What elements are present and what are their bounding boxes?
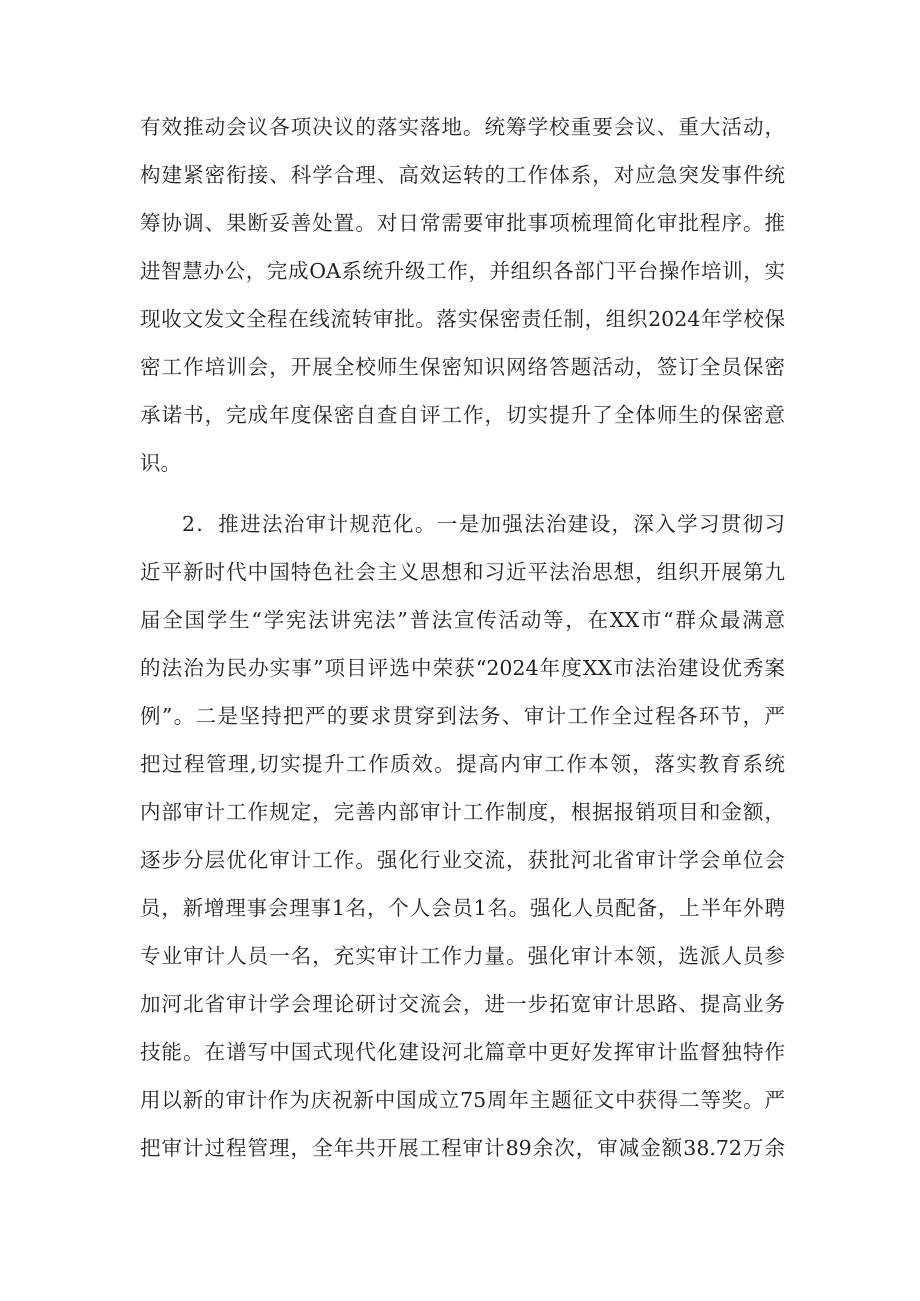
text-line: 加河北省审计学会理论研讨交流会，进一步拓宽审计思路、提高业务 — [140, 992, 785, 1016]
text-line: 构建紧密衔接、科学合理、高效运转的工作体系，对应急突发事件统 — [140, 163, 785, 187]
text-line: 届全国学生“学宪法讲宪法”普法宣传活动等，在XX市“群众最满意 — [140, 608, 785, 632]
text-line: 的法治为民办实事”项目评选中荣获“2024年度XX市法治建设优秀案 — [140, 656, 785, 680]
text-line: 把审计过程管理，全年共开展工程审计89余次，审减金额38.72万余 — [140, 1136, 785, 1160]
text-line: 技能。在谱写中国式现代化建设河北篇章中更好发挥审计监督独特作 — [140, 1040, 785, 1064]
text-line: 近平新时代中国特色社会主义思想和习近平法治思想，组织开展第九 — [140, 560, 785, 584]
text-line: 筹协调、果断妥善处置。对日常需要审批事项梳理简化审批程序。推 — [140, 211, 785, 235]
text-line: 现收文发文全程在线流转审批。落实保密责任制，组织2024年学校保 — [140, 307, 785, 331]
text-line: 用以新的审计作为庆祝新中国成立75周年主题征文中获得二等奖。严 — [140, 1088, 785, 1112]
text-line: 密工作培训会，开展全校师生保密知识网络答题活动，签订全员保密 — [140, 355, 785, 379]
text-line: 有效推动会议各项决议的落实落地。统筹学校重要会议、重大活动， — [140, 115, 785, 139]
text-line: 内部审计工作规定，完善内部审计工作制度，根据报销项目和金额， — [140, 800, 785, 824]
text-line: 识。 — [140, 451, 181, 475]
text-line: 承诺书，完成年度保密自查自评工作，切实提升了全体师生的保密意 — [140, 403, 785, 427]
text-line: 员，新增理事会理事1名，个人会员1名。强化人员配备，上半年外聘 — [140, 896, 785, 920]
text-line: 2．推进法治审计规范化。一是加强法治建设，深入学习贯彻习 — [182, 512, 785, 536]
text-line: 进智慧办公，完成OA系统升级工作，并组织各部门平台操作培训，实 — [140, 259, 785, 283]
text-line: 专业审计人员一名，充实审计工作力量。强化审计本领，选派人员参 — [140, 944, 785, 968]
text-line: 例”。二是坚持把严的要求贯穿到法务、审计工作全过程各环节，严 — [140, 704, 785, 728]
text-line: 逐步分层优化审计工作。强化行业交流，获批河北省审计学会单位会 — [140, 848, 785, 872]
text-line: 把过程管理,切实提升工作质效。提高内审工作本领，落实教育系统 — [140, 752, 785, 776]
